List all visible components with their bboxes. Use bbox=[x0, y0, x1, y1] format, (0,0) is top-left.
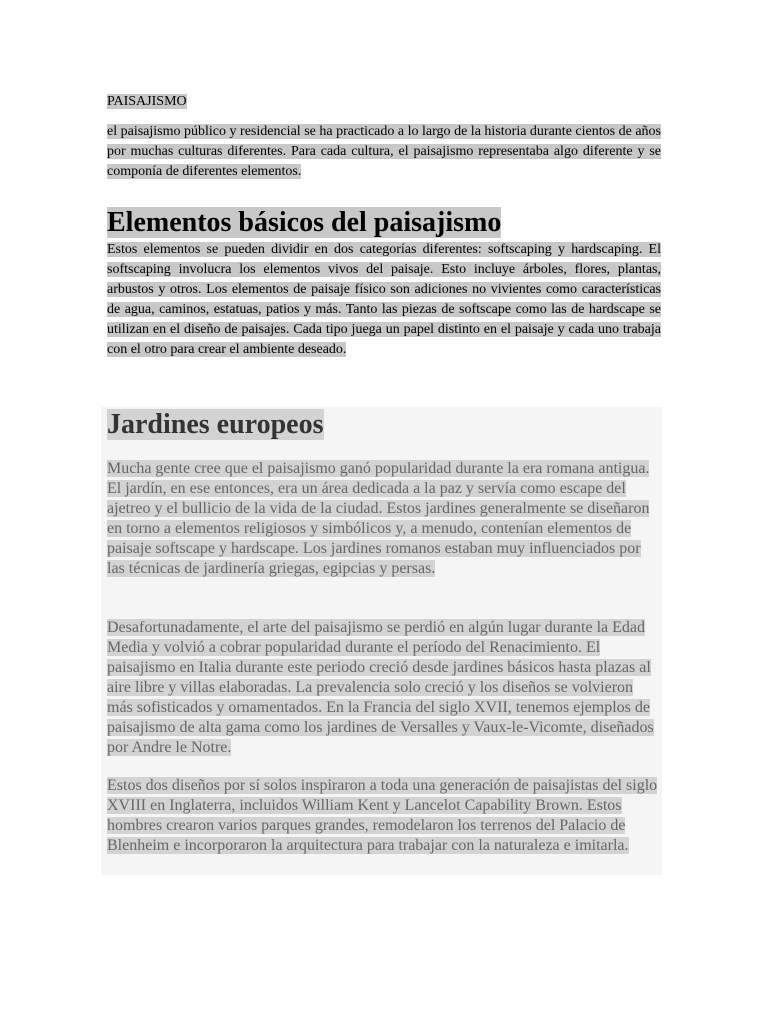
section-heading-jardines-text: Jardines europeos bbox=[107, 409, 324, 440]
section-heading-jardines bbox=[107, 406, 324, 444]
section-heading-elementos-text: Elementos básicos del paisajismo bbox=[107, 207, 502, 238]
section-body-elementos bbox=[107, 240, 661, 360]
paragraph-english-landscapers bbox=[107, 776, 661, 856]
section-heading-elementos bbox=[107, 205, 501, 241]
paragraph-roman-gardens bbox=[107, 459, 661, 579]
paragraph-english-landscapers-text: Estos dos diseños por sí solos inspiraron a toda una generación de paisajistas del siglo XVIII en Inglaterra, incluidos William Kent y Lancelot Capability Brown. Estos hombres crearon varios parques grandes, remodelaron los terrenos del Palacio de Blenheim e incorporaron la arquitectura para trabajar con la naturaleza e imitarla. bbox=[107, 777, 658, 854]
intro-paragraph bbox=[107, 122, 661, 182]
document-title-text: PAISAJISMO bbox=[107, 94, 187, 109]
document-title bbox=[107, 92, 187, 112]
paragraph-roman-gardens-text: Mucha gente cree que el paisajismo ganó popularidad durante la era romana antigua. El jardín, en ese entonces, era un área dedicada a la paz y servía como escape del ajetreo y el bullicio de la vida de la ciudad. Estos jardines generalmente se diseñaron en torno a elementos religiosos y simbólicos y, a menudo, contenían elementos de paisaje softscape y hardscape. Los jardines romanos estaban muy influenciados por las técnicas de jardinería griegas, egipcias y persas. bbox=[107, 460, 650, 577]
paragraph-renaissance bbox=[107, 618, 661, 758]
intro-text: el paisajismo público y residencial se ha practicado a lo largo de la historia durante cientos de años por muchas culturas diferentes. Para cada cultura, el paisajismo representaba algo diferente y se componía de diferentes elementos. bbox=[107, 124, 661, 179]
section-body-elementos-text: Estos elementos se pueden dividir en dos categorías diferentes: softscaping y hardscaping. El softscaping involucra los elementos vivos del paisaje. Esto incluye árboles, flores, plantas, arbustos y otros. Los elementos de paisaje físico son adiciones no vivientes como características de agua, caminos, estatuas, patios y más. Tanto las piezas de softscape como las de hardscape se utilizan en el diseño de paisajes. Cada tipo juega un papel distinto en el paisaje y cada uno trabaja con el otro para crear el ambiente deseado. bbox=[107, 242, 661, 357]
paragraph-renaissance-text: Desafortunadamente, el arte del paisajismo se perdió en algún lugar durante la Edad Media y volvió a cobrar popularidad durante el período del Renacimiento. El paisajismo en Italia durante este periodo creció desde jardines básicos hasta plazas al aire libre y villas elaboradas. La prevalencia solo creció y los diseños se volvieron más sofisticados y ornamentados. En la Francia del siglo XVII, tenemos ejemplos de paisajismo de alta gama como los jardines de Versalles y Vaux-le-Vicomte, diseñados por Andre le Notre. bbox=[107, 619, 654, 756]
